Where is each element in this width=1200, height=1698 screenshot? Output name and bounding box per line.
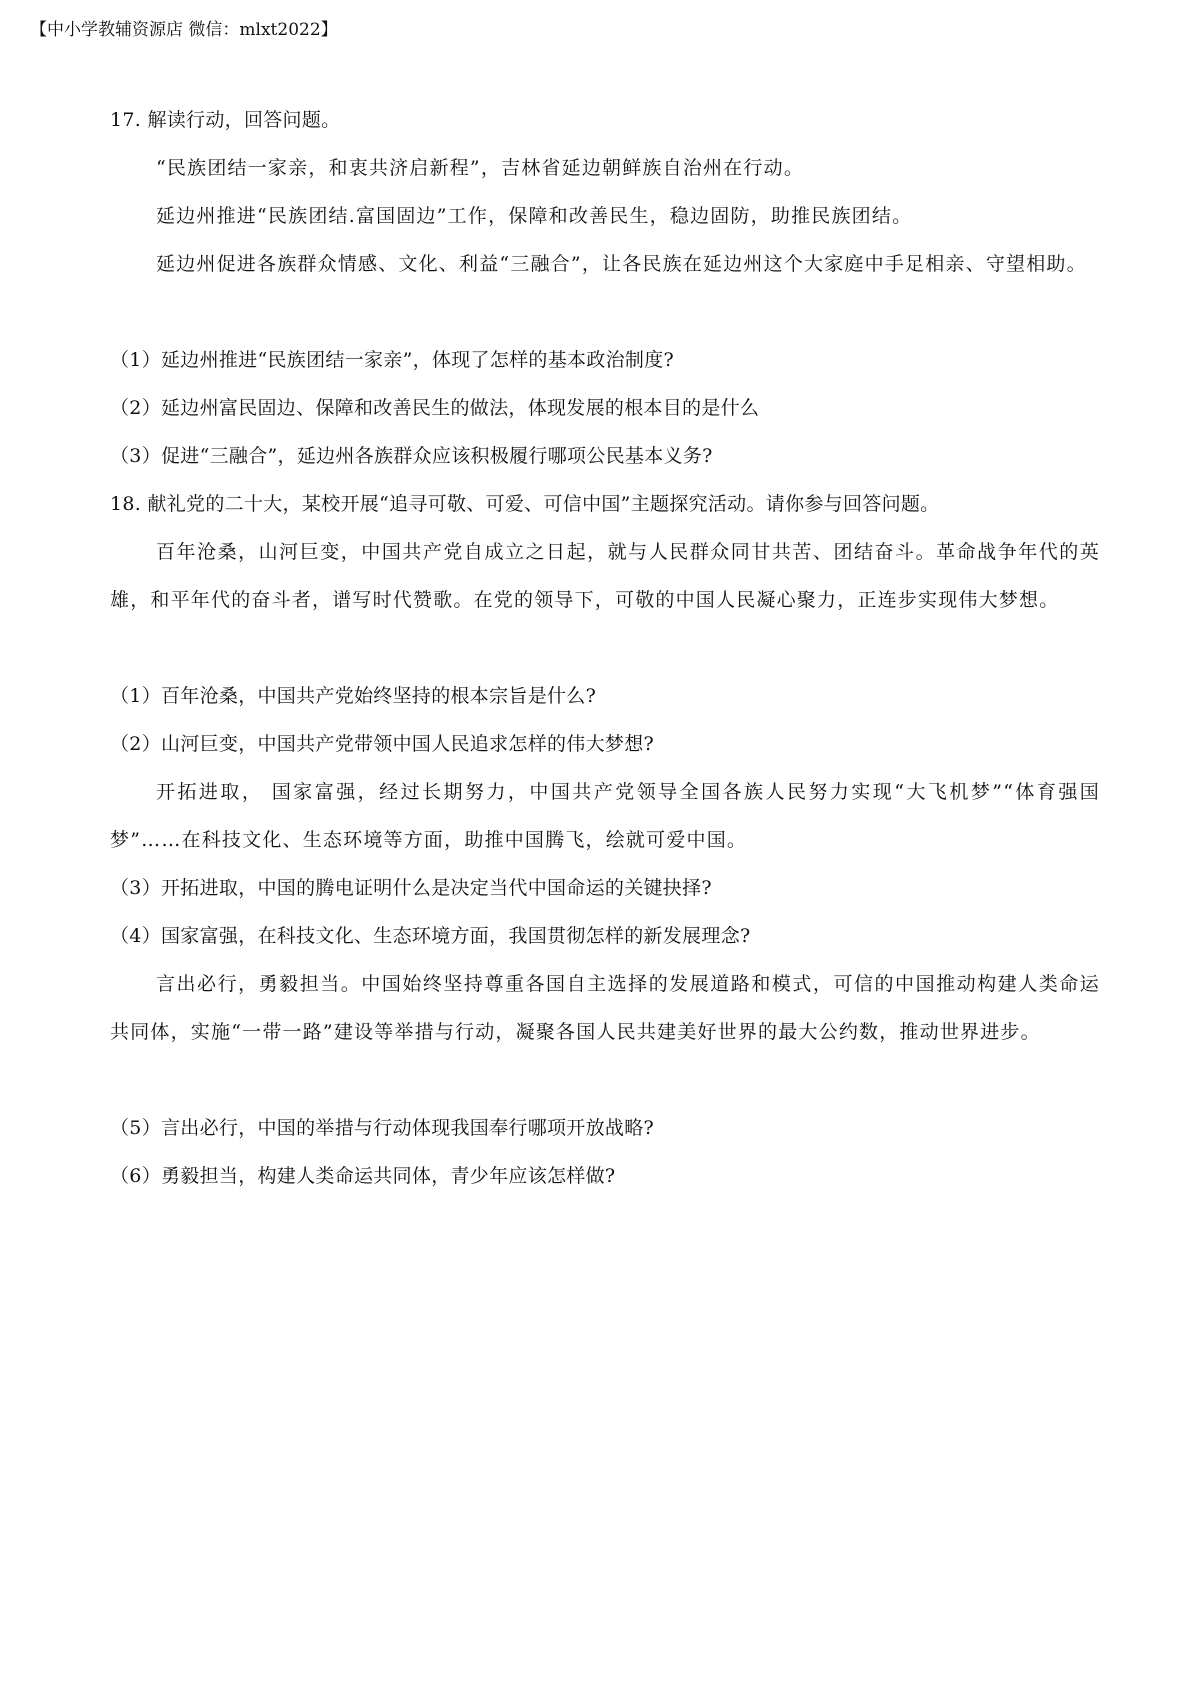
q17-material-line-2: 延边州推进“民族团结.富国固边”工作，保障和改善民生，稳边固防，助推民族团结。 xyxy=(156,205,913,227)
q18-material-paragraph-1: 百年沧桑，山河巨变，中国共产党自成立之日起，就与人民群众同甘共苦、团结奋斗。革命战争年代的英雄，和平年代的奋斗者，谱写时代赞歌。在党的领导下，可敬的中国人民凝心聚力，正连步实现伟大梦想。 xyxy=(110,541,1100,611)
q17-subquestion-3: （3）促进“三融合”，延边州各族群众应该积极履行哪项公民基本义务? xyxy=(110,445,713,467)
question-17-title: 17. 解读行动，回答问题。 xyxy=(110,109,341,131)
q17-material-line-1: “民族团结一家亲，和衷共济启新程”，吉林省延边朝鲜族自治州在行动。 xyxy=(156,157,805,179)
header-watermark: 【中小学教辅资源店 微信：mlxt2022】 xyxy=(30,20,338,40)
q18-subquestion-5: （5）言出必行，中国的举措与行动体现我国奉行哪项开放战略? xyxy=(110,1117,654,1139)
q18-subquestion-4: （4）国家富强，在科技文化、生态环境方面，我国贯彻怎样的新发展理念? xyxy=(110,925,751,947)
q18-subquestion-1: （1）百年沧桑，中国共产党始终坚持的根本宗旨是什么? xyxy=(110,685,597,707)
q18-subquestion-6: （6）勇毅担当，构建人类命运共同体，青少年应该怎样做? xyxy=(110,1165,616,1187)
q18-material-paragraph-3: 言出必行，勇毅担当。中国始终坚持尊重各国自主选择的发展道路和模式，可信的中国推动构建人类命运共同体，实施“一带一路”建设等举措与行动，凝聚各国人民共建美好世界的最大公约数，推动世界进步。 xyxy=(110,973,1100,1043)
q18-subquestion-3: （3）开拓进取，中国的腾电证明什么是决定当代中国命运的关键抉择? xyxy=(110,877,712,899)
page-content xyxy=(110,96,1100,1200)
question-18-title: 18. 献礼党的二十大，某校开展“追寻可敬、可爱、可信中国”主题探究活动。请你参与回答问题。 xyxy=(110,493,940,515)
q17-subquestion-2: （2）延边州富民固边、保障和改善民生的做法，体现发展的根本目的是什么 xyxy=(110,397,760,419)
q18-material-paragraph-2: 开拓进取， 国家富强，经过长期努力，中国共产党领导全国各族人民努力实现“大飞机梦”“体育强国梦”……在科技文化、生态环境等方面，助推中国腾飞，绘就可爱中国。 xyxy=(110,781,1100,851)
q18-subquestion-2: （2）山河巨变，中国共产党带领中国人民追求怎样的伟大梦想? xyxy=(110,733,654,755)
q17-subquestion-1: （1）延边州推进“民族团结一家亲”，体现了怎样的基本政治制度? xyxy=(110,349,675,371)
q17-material-paragraph-3: 延边州促进各族群众情感、文化、利益“三融合”，让各民族在延边州这个大家庭中手足相亲、守望相助。 xyxy=(156,253,1087,275)
